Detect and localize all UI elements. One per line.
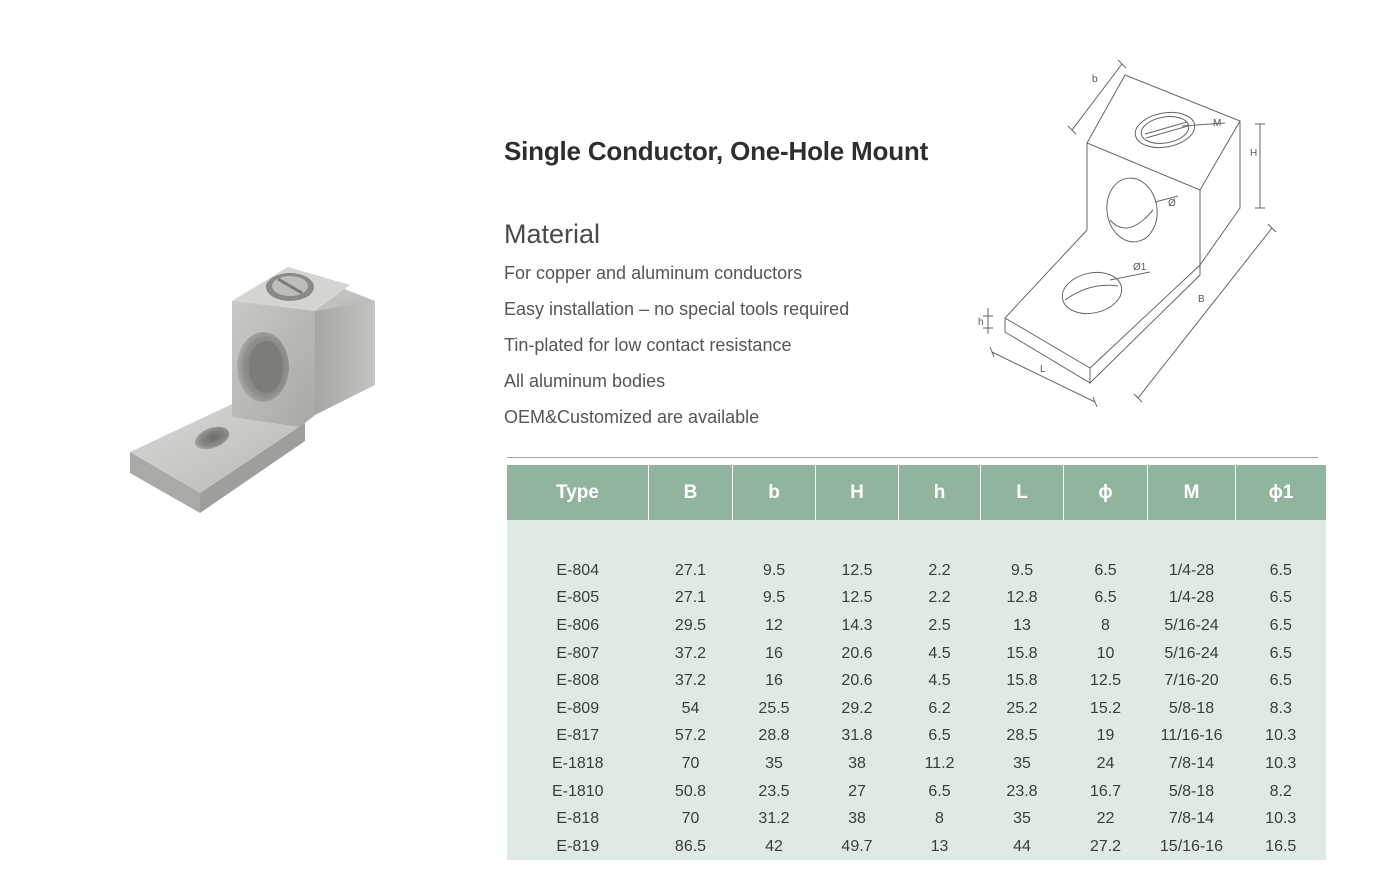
table-cell: 37.2 — [649, 667, 733, 695]
header-M: M — [1148, 465, 1236, 520]
table-cell: 2.2 — [899, 584, 981, 612]
table-cell: 15.8 — [981, 667, 1064, 695]
table-cell: 8 — [1064, 612, 1148, 640]
cell-type: E-819 — [507, 833, 649, 861]
table-cell: 2.2 — [899, 557, 981, 585]
table-cell: 8.2 — [1236, 777, 1327, 805]
table-cell: 13 — [981, 612, 1064, 640]
cell-type: E-1810 — [507, 777, 649, 805]
table-cell: 10 — [1064, 639, 1148, 667]
cell-type: E-817 — [507, 722, 649, 750]
table-header-row — [507, 465, 1326, 520]
table-cell: 12.5 — [816, 557, 899, 585]
table-cell: 7/8-14 — [1148, 750, 1236, 778]
header-H: H — [816, 465, 899, 520]
table-cell: 9.5 — [733, 557, 816, 585]
table-cell: 6.5 — [1236, 667, 1327, 695]
table-cell: 22 — [1064, 805, 1148, 833]
cell-type: E-809 — [507, 695, 649, 723]
table-cell: 27.2 — [1064, 833, 1148, 861]
table-cell: 6.2 — [899, 695, 981, 723]
cell-type: E-1818 — [507, 750, 649, 778]
table-cell: 6.5 — [1236, 639, 1327, 667]
product-photo — [120, 255, 390, 530]
table-cell: 11.2 — [899, 750, 981, 778]
table-cell: 57.2 — [649, 722, 733, 750]
table-cell: 5/8-18 — [1148, 695, 1236, 723]
table-cell: 2.5 — [899, 612, 981, 640]
table-cell: 6.5 — [1064, 584, 1148, 612]
table-cell: 23.5 — [733, 777, 816, 805]
dim-label-B: B — [1198, 294, 1205, 305]
header-h: h — [899, 465, 981, 520]
dim-label-M: M — [1213, 118, 1222, 129]
table-cell: 42 — [733, 833, 816, 861]
table-cell: 20.6 — [816, 667, 899, 695]
feature-item: For copper and aluminum conductors — [504, 263, 803, 283]
table-row — [507, 612, 1326, 640]
dim-label-L: L — [1040, 364, 1046, 375]
table-top-rule — [507, 457, 1318, 458]
dim-label-H: H — [1250, 148, 1258, 159]
table-cell: 28.8 — [733, 722, 816, 750]
feature-item: Tin-plated for low contact resistance — [504, 335, 792, 355]
feature-item: Easy installation – no special tools required — [504, 299, 850, 319]
dimension-drawing — [960, 50, 1290, 420]
table-row — [507, 667, 1326, 695]
table-cell: 10.3 — [1236, 750, 1327, 778]
table-cell: 15.2 — [1064, 695, 1148, 723]
header-L: L — [981, 465, 1064, 520]
table-row — [507, 805, 1326, 833]
table-row — [507, 777, 1326, 805]
table-cell: 31.8 — [816, 722, 899, 750]
header-phi1: ϕ1 — [1236, 465, 1327, 520]
table-cell: 14.3 — [816, 612, 899, 640]
table-cell: 7/8-14 — [1148, 805, 1236, 833]
table-cell: 16 — [733, 639, 816, 667]
table-cell: 12.5 — [816, 584, 899, 612]
table-cell: 24 — [1064, 750, 1148, 778]
cell-type: E-805 — [507, 584, 649, 612]
table-cell: 86.5 — [649, 833, 733, 861]
table-cell: 38 — [816, 750, 899, 778]
table-cell: 16 — [733, 667, 816, 695]
cell-type: E-818 — [507, 805, 649, 833]
header-B: B — [649, 465, 733, 520]
table-cell: 6.5 — [1236, 584, 1327, 612]
table-cell: 8 — [899, 805, 981, 833]
table-cell: 35 — [733, 750, 816, 778]
table-cell: 16.5 — [1236, 833, 1327, 861]
table-cell: 10.3 — [1236, 722, 1327, 750]
table-cell: 11/16-16 — [1148, 722, 1236, 750]
table-cell: 12.8 — [981, 584, 1064, 612]
table-cell: 25.2 — [981, 695, 1064, 723]
cell-type: E-808 — [507, 667, 649, 695]
header-phi: ϕ — [1064, 465, 1148, 520]
table-cell: 6.5 — [899, 722, 981, 750]
table-cell: 12 — [733, 612, 816, 640]
table-cell: 8.3 — [1236, 695, 1327, 723]
table-cell: 1/4-28 — [1148, 584, 1236, 612]
table-cell: 4.5 — [899, 639, 981, 667]
feature-item: All aluminum bodies — [504, 371, 666, 391]
table-cell: 38 — [816, 805, 899, 833]
cell-type: E-806 — [507, 612, 649, 640]
table-cell: 5/8-18 — [1148, 777, 1236, 805]
table-cell: 50.8 — [649, 777, 733, 805]
table-cell: 54 — [649, 695, 733, 723]
table-row — [507, 695, 1326, 723]
dim-label-b: b — [1092, 74, 1098, 85]
table-cell: 9.5 — [981, 557, 1064, 585]
table-cell: 7/16-20 — [1148, 667, 1236, 695]
header-type: Type — [507, 465, 649, 520]
table-cell: 19 — [1064, 722, 1148, 750]
table-cell: 4.5 — [899, 667, 981, 695]
feature-item: OEM&Customized are available — [504, 407, 760, 427]
table-cell: 44 — [981, 833, 1064, 861]
table-cell: 35 — [981, 750, 1064, 778]
table-cell: 6.5 — [899, 777, 981, 805]
table-cell: 6.5 — [1236, 557, 1327, 585]
cell-type: E-807 — [507, 639, 649, 667]
table-cell: 13 — [899, 833, 981, 861]
table-cell: 15.8 — [981, 639, 1064, 667]
table-cell: 27 — [816, 777, 899, 805]
table-cell: 29.5 — [649, 612, 733, 640]
table-row — [507, 833, 1326, 861]
table-cell: 27.1 — [649, 584, 733, 612]
dim-label-h: h — [978, 317, 984, 328]
product-title: Single Conductor, One-Hole Mount — [504, 136, 929, 166]
table-cell: 12.5 — [1064, 667, 1148, 695]
dim-label-dia1: Ø1 — [1133, 262, 1147, 273]
table-cell: 31.2 — [733, 805, 816, 833]
table-cell: 23.8 — [981, 777, 1064, 805]
cell-type: E-804 — [507, 557, 649, 585]
table-gap — [507, 520, 1326, 557]
table-cell: 29.2 — [816, 695, 899, 723]
table-cell: 35 — [981, 805, 1064, 833]
dim-label-dia: Ø — [1168, 198, 1176, 209]
table-cell: 1/4-28 — [1148, 557, 1236, 585]
table-cell: 28.5 — [981, 722, 1064, 750]
table-cell: 27.1 — [649, 557, 733, 585]
table-cell: 5/16-24 — [1148, 639, 1236, 667]
table-cell: 16.7 — [1064, 777, 1148, 805]
table-cell: 37.2 — [649, 639, 733, 667]
feature-list — [504, 260, 849, 440]
table-row — [507, 584, 1326, 612]
table-cell: 49.7 — [816, 833, 899, 861]
table-cell: 5/16-24 — [1148, 612, 1236, 640]
table-cell: 20.6 — [816, 639, 899, 667]
spec-table — [507, 465, 1326, 860]
table-cell: 6.5 — [1236, 612, 1327, 640]
table-cell: 10.3 — [1236, 805, 1327, 833]
table-cell: 6.5 — [1064, 557, 1148, 585]
table-cell: 15/16-16 — [1148, 833, 1236, 861]
header-b: b — [733, 465, 816, 520]
table-row — [507, 750, 1326, 778]
table-row — [507, 722, 1326, 750]
table-cell: 25.5 — [733, 695, 816, 723]
table-cell: 70 — [649, 805, 733, 833]
table-row — [507, 639, 1326, 667]
table-row — [507, 557, 1326, 585]
material-heading: Material — [504, 219, 601, 249]
table-cell: 70 — [649, 750, 733, 778]
table-cell: 9.5 — [733, 584, 816, 612]
